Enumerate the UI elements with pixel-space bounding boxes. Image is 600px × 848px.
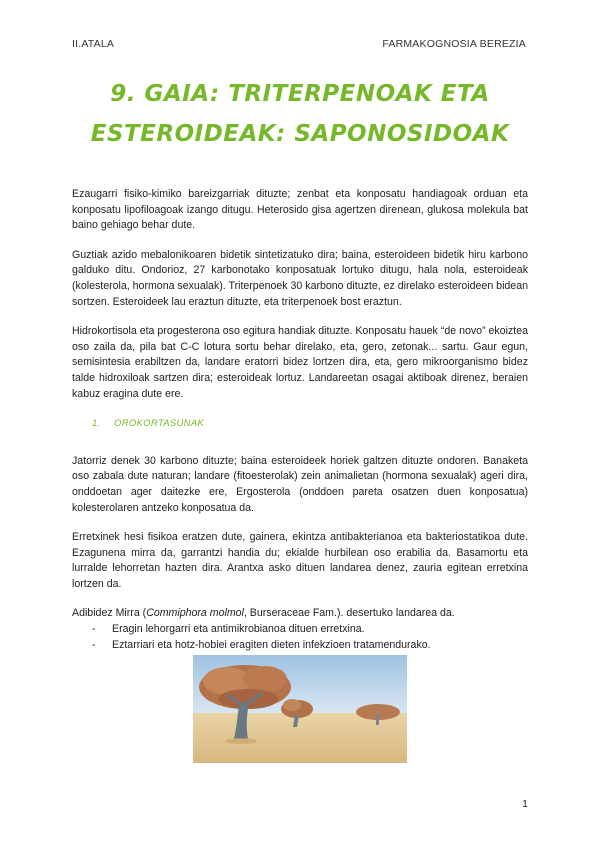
paragraph: Erretxinek hesi fisikoa eratzen dute, gainera, ekintza antibakterianoa eta bakteriostatikoa dute. Ezagunena mirra da, garrantzi handia du; ekialde hurbilean oso erabilia da. Basamortu eta lurralde lehorretan hazten dira. Arantxa asko dituen landarea denez, zauria egitean erretxina lortzen da. xyxy=(72,531,528,590)
section-heading xyxy=(92,416,528,432)
title-line-1: 9. GAIA: TRITERPENOAK ETA xyxy=(110,81,490,107)
mirra-species: Commiphora molmol xyxy=(146,607,244,620)
page-title xyxy=(72,74,528,154)
header-right: FARMAKOGNOSIA BEREZIA xyxy=(382,38,526,50)
mirra-suffix: , Burseraceae Fam.). desertuko landarea da. xyxy=(243,607,455,620)
mirra-paragraph xyxy=(72,606,528,622)
mirra-prefix: Adibidez Mirra ( xyxy=(72,607,147,620)
title-line-2: ESTEROIDEAK: SAPONOSIDOAK xyxy=(90,121,510,147)
myrrh-trees-illustration xyxy=(193,655,407,763)
page-number: 1 xyxy=(522,798,528,810)
bullet-list xyxy=(72,622,528,653)
paragraph: Hidrokortisola eta progesterona oso egitura handiak dituzte. Konposatu hauek “de novo” ekoiztea oso zaila da, pila bat C-C lotura sortu behar direlako, eta, gero, zetonak... sartu. Gaur egun, semisintesia erabiltzen da, landare eratorri bidez lortzen dira, eta, gero mikroorganismo bidez talde hidroxiloak sartzen dira; esteroideak lortuz. Landareetan osagai aktiboak direnez, beraien kabuz eragina dute ere. xyxy=(72,325,528,400)
desert-trees-photo xyxy=(193,655,407,763)
paragraph: Ezaugarri fisiko-kimiko bareizgarriak dituzte; zenbat eta konposatu handiagoak orduan eta konposatu lipofiloagoak izango ditugu. Heterosido gisa agertzen direnean, glukosa molekula bat baino gehiago behar dute. xyxy=(72,188,528,232)
header-left: II.ATALA xyxy=(72,38,115,50)
section-number: 1. xyxy=(92,418,101,430)
list-item: - Eragin lehorgarri eta antimikrobianoa dituen erretxina. xyxy=(92,622,528,638)
paragraph: Guztiak azido mebalonikoaren bidetik sintetizatuko dira; baina, esteroideen bidetik hiru karbono galduko ditu. Ondorioz, 27 karbonotako konposatuak lortuko ditugu, hala nola, esteroideak (kolesterola, hormona sexualak). Triterpenoek 30 karbono dituzte, ez direlako esteroideen bidean sortzen. Esteroideek lau eraztun dituzte, eta triterpenoek bost eraztun. xyxy=(72,248,528,308)
paragraph: Jatorriz denek 30 karbono dituzte; baina esteroideek horiek galtzen dituzte ondoren. Banaketa oso zabala dute naturan; landare (fitoesterolak) zein animalietan (hormona sexualak) ageri dira, onddoetan ager daitezke ere, Ergosterola (onddoen pareta osatzen duen konposatua) kolesterolaren antzeko konposatua da. xyxy=(72,454,528,514)
section-title: OROKORTASUNAK xyxy=(114,418,205,430)
list-item: - Eztarriari eta hotz-hobiei eragiten dieten infekzioen tratamendurako. xyxy=(92,638,528,654)
document-body xyxy=(72,187,528,653)
